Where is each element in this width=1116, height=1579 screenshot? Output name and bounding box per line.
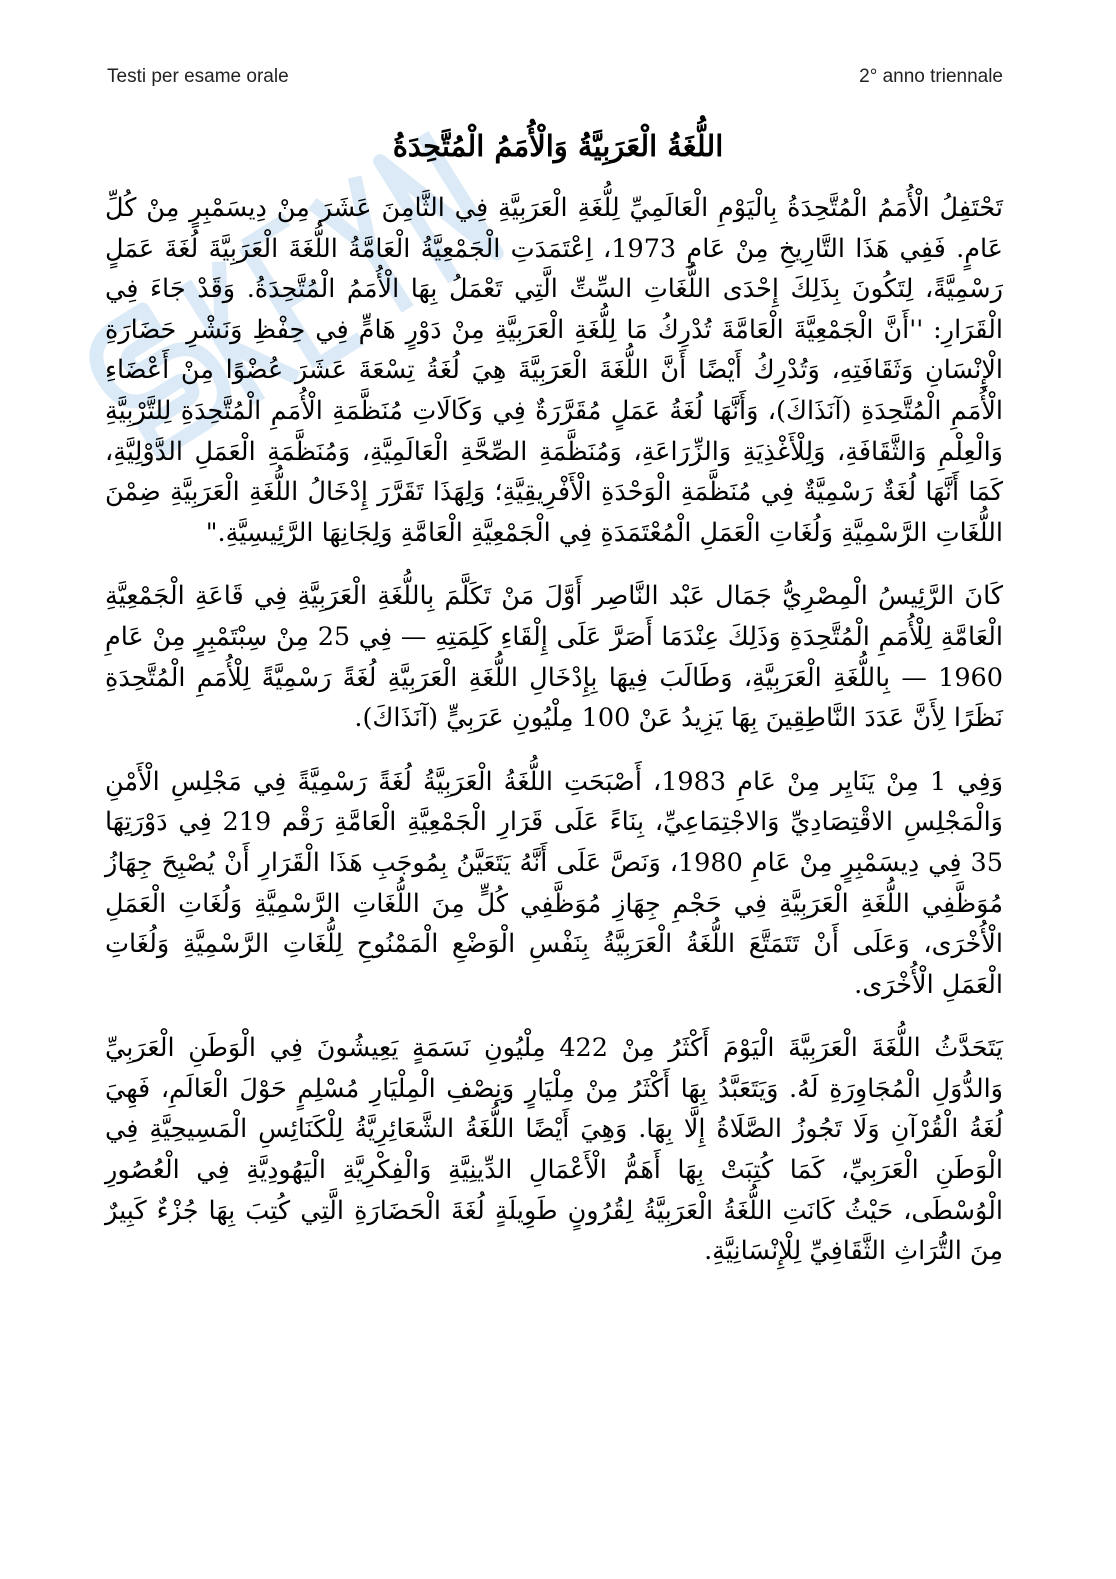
paragraph-2: كَانَ الرَّئِيسُ الْمِصْرِيُّ جَمَال عَبْد النَّاصِر أَوَّلَ مَنْ تَكَلَّمَ بِاللُّغَةِ الْعَرَبِيَّةِ فِي قَاعَةِ الْجَمْعِيَّةِ الْعَامَّةِ لِلْأُمَمِ الْمُتَّحِدَةِ وَذَلِكَ عِنْدَمَا أَصَرَّ عَلَى إِلْقَاءِ كَلِمَتِهِ — فِي 25 مِنْ سِبْتَمْبِرٍ مِنْ عَامِ 1960 — بِاللُّغَةِ الْعَرَبِيَّةِ، وَطَالَبَ فِيهَا بِإِدْخَالِ اللُّغَةِ الْعَرَبِيَّةِ لُغَةً رَسْمِيَّةً لِلْأُمَمِ الْمُتَّحِدَةِ نَظَرًا لِأَنَّ عَدَدَ النَّاطِقِينَ بِهَا يَزِيدُ عَنْ 100 مِلْيُونِ عَرَبِيٍّ (آنَذَاكَ). — [105, 581, 1003, 734]
header-course-label: Testi per esame orale — [107, 66, 289, 87]
paragraph-1: تَحْتَفِلُ الْأُمَمُ الْمُتَّحِدَةُ بِالْيَوْمِ الْعَالَمِيِّ لِلُّغَةِ الْعَرَبِيَّةِ فِي الثَّامِنَ عَشَرَ مِنْ دِيسَمْبِرٍ مِنْ كُلِّ عَامٍ. فَفِي هَذَا التَّارِيخِ مِنْ عَامِ 1973، اِعْتَمَدَتِ الْجَمْعِيَّةُ الْعَامَّةُ اللُّغَةَ الْعَرَبِيَّةَ لُغَةَ عَمَلٍ رَسْمِيَّةً، لِتَكُونَ بِذَلِكَ إِحْدَى اللُّغَاتِ السِّتِّ الَّتِي تَعْمَلُ بِهَا الْأُمَمُ الْمُتَّحِدَةُ. وَقَدْ جَاءَ فِي الْقَرَارِ: ''أَنَّ الْجَمْعِيَّةَ الْعَامَّةَ تُدْرِكُ مَا لِلُّغَةِ الْعَرَبِيَّةِ مِنْ دَوْرٍ هَامٍّ فِي حِفْظِ وَنَشْرِ حَضَارَةِ الْإِنْسَانِ وَثَقَافَتِهِ، وَتُدْرِكُ أَيْضًا أَنَّ اللُّغَةَ الْعَرَبِيَّةَ هِيَ لُغَةُ تِسْعَةَ عَشَرَ عُضْوًا مِنْ أَعْضَاءِ الْأُمَمِ الْمُتَّحِدَةِ (آنَذَاكَ)، وَأَنَّهَا لُغَةُ عَمَلٍ مُقَرَّرَةٌ فِي وَكَالَاتِ مُنَظَّمَةِ الْأُمَمِ الْمُتَّحِدَةِ لِلتَّرْبِيَّةِ وَالْعِلْمِ وَالثَّقَافَةِ، وَلِلْأَغْذِيَةِ وَالزِّرَاعَةِ، وَمُنَظَّمَةِ الصِّحَّةِ الْعَالَمِيَّةِ، وَمُنَظَّمَةِ الْعَمَلِ الدَّوْلِيَّةِ، كَمَا أَنَّهَا لُغَةٌ رَسْمِيَّةٌ فِي مُنَظَّمَةِ الْوَحْدَةِ الْأَفْرِيقِيَّةِ؛ وَلِهَذَا تَقَرَّرَ إِدْخَالُ اللُّغَةِ الْعَرَبِيَّةِ ضِمْنَ اللُّغَاتِ الرَّسْمِيَّةِ وَلُغَاتِ الْعَمَلِ الْمُعْتَمَدَةِ فِي الْجَمْعِيَّةِ الْعَامَّةِ وَلِجَانِهَا الرَّئِيسِيَّةِ." — [105, 193, 1003, 548]
document-body — [105, 188, 1003, 1295]
paragraph-4: يَتَحَدَّثُ اللُّغَةَ الْعَرَبِيَّةَ الْيَوْمَ أَكْثَرُ مِنْ 422 مِلْيُونِ نَسَمَةٍ يَعِيشُونَ فِي الْوَطَنِ الْعَرَبِيِّ وَالدُّوَلِ الْمُجَاوِرَةِ لَهُ. وَيَتَعَبَّدُ بِهَا أَكْثَرُ مِنْ مِلْيَارٍ وَنِصْفِ الْمِلْيَارِ مُسْلِمٍ حَوْلَ الْعَالَمِ، فَهِيَ لُغَةُ الْقُرْآنِ وَلَا تَجُوزُ الصَّلَاةُ إِلَّا بِهَا. وَهِيَ أَيْضًا اللُّغَةُ الشَّعَائِرِيَّةُ لِلْكَنَائِسِ الْمَسِيحِيَّةِ فِي الْوَطَنِ الْعَرَبِيِّ، كَمَا كُتِبَتْ بِهَا أَهَمُّ الْأَعْمَالِ الدِّينِيَّةِ وَالْفِكْرِيَّةِ الْيَهُودِيَّةِ فِي الْعُصُورِ الْوُسْطَى، حَيْثُ كَانَتِ اللُّغَةُ الْعَرَبِيَّةُ لِقُرُونٍ طَوِيلَةٍ لُغَةَ الْحَضَارَةِ الَّتِي كُتِبَ بِهَا جُزْءٌ كَبِيرٌ مِنَ التُّرَاثِ الثَّقَافِيِّ لِلْإِنْسَانِيَّةِ. — [105, 1033, 1004, 1267]
page-header — [107, 66, 1003, 96]
document-title: اللُّغَةُ الْعَرَبِيَّةُ وَالْأُمَمُ الْمُتَّحِدَةُ — [392, 129, 724, 163]
header-year-label: 2° anno triennale — [859, 66, 1003, 87]
paragraph-3: وَفِي 1 مِنْ يَنَايِر مِنْ عَامِ 1983، أَصْبَحَتِ اللُّغَةُ الْعَرَبِيَّةُ لُغَةً رَسْمِيَّةً فِي مَجْلِسِ الْأَمْنِ وَالْمَجْلِسِ الاقْتِصَادِيِّ وَالاجْتِمَاعِيِّ، بِنَاءً عَلَى قَرَارِ الْجَمْعِيَّةِ الْعَامَّةِ رَقْم 219 فِي دَوْرَتِهَا 35 فِي دِيسَمْبِرٍ مِنْ عَامِ 1980، وَنَصَّ عَلَى أَنَّهُ يَتَعَيَّنُ بِمُوجَبِ هَذَا الْقَرَارِ أَنْ يُصْبِحَ جِهَازُ مُوَظَّفِي اللُّغَةِ الْعَرَبِيَّةِ فِي حَجْمِ جِهَازِ مُوَظَّفِي كُلٍّ مِنَ اللُّغَاتِ الرَّسْمِيَّةِ وَلُغَاتِ الْعَمَلِ الْأُخْرَى، وَعَلَى أَنْ تَتَمَتَّعَ اللُّغَةُ الْعَرَبِيَّةُ بِنَفْسِ الْوَضْعِ الْمَمْنُوحِ لِلُّغَاتِ الرَّسْمِيَّةِ وَلُغَاتِ الْعَمَلِ الْأُخْرَى. — [105, 766, 1004, 1000]
